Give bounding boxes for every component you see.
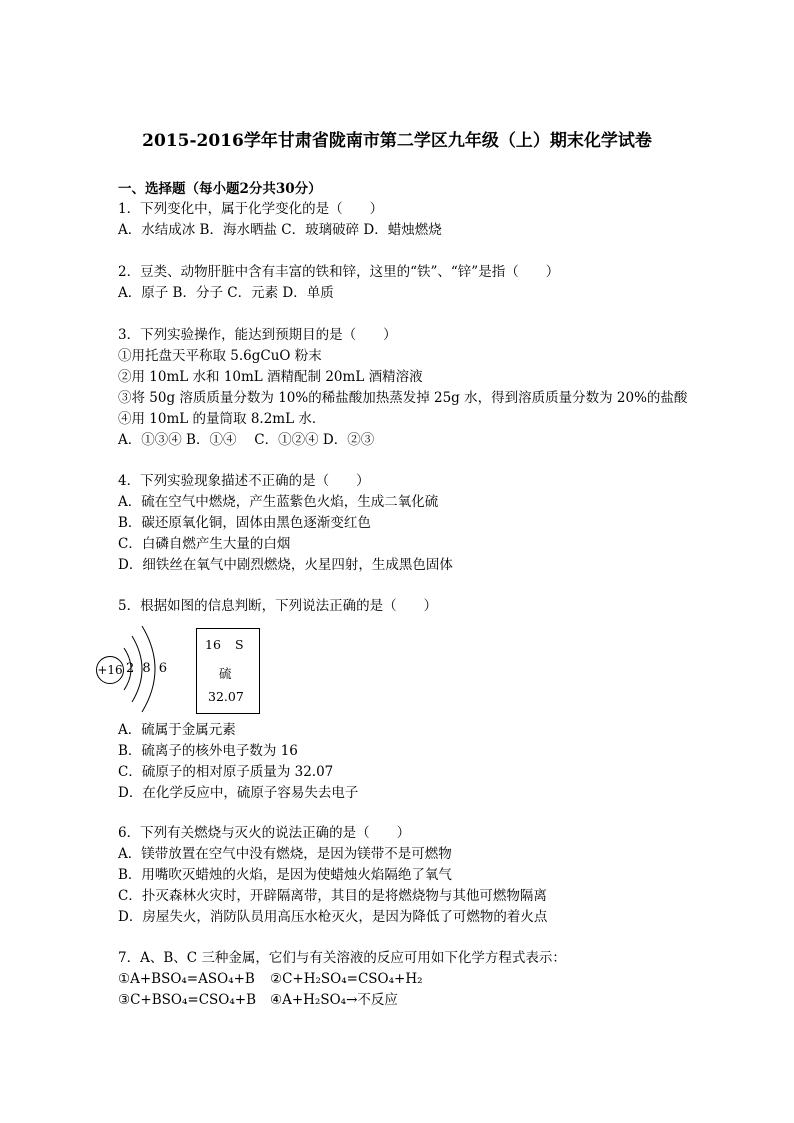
section-heading: 一、选择题（每小题2分共30分） — [118, 181, 322, 197]
equation: ④A+H₂SO₄→不反应 — [270, 992, 398, 1008]
question-2-stem: 2．豆类、动物肝脏中含有丰富的铁和锌，这里的“铁”、“锌”是指（ ） — [118, 264, 560, 280]
question-3-item: ②用 10mL 水和 10mL 酒精配制 20mL 酒精溶液 — [118, 369, 423, 385]
atomic-nucleus: +16 — [96, 656, 124, 684]
question-2-options: A．原子 B．分子 C．元素 D．单质 — [118, 285, 334, 301]
question-3-item: ③将 50g 溶质质量分数为 10%的稀盐酸加热蒸发掉 25g 水，得到溶质质量分数为 20%的盐酸 — [118, 390, 688, 406]
question-4-option: C．白磷自燃产生大量的白烟 — [118, 536, 291, 552]
question-5-stem: 5．根据如图的信息判断，下列说法正确的是（ ） — [118, 598, 438, 614]
question-4-stem: 4．下列实验现象描述不正确的是（ ） — [118, 473, 370, 489]
periodic-element-cell — [196, 628, 260, 714]
question-3-stem: 3．下列实验操作，能达到预期目的是（ ） — [118, 327, 397, 343]
question-6-option: D．房屋失火，消防队员用高压水枪灭火，是因为降低了可燃物的着火点 — [118, 909, 548, 925]
question-5-option: D．在化学反应中，硫原子容易失去电子 — [118, 785, 359, 801]
question-5-option: C．硫原子的相对原子质量为 32.07 — [118, 764, 334, 780]
question-3-item: ①用托盘天平称取 5.6gCuO 粉末 — [118, 348, 322, 364]
question-3-item: ④用 10mL 的量筒取 8.2mL 水． — [118, 411, 326, 427]
atomic-structure-diagram — [94, 620, 184, 720]
question-6-option: A．镁带放置在空气中没有燃烧，是因为镁带不是可燃物 — [118, 846, 452, 862]
electron-shell-counts: 2 8 6 — [126, 661, 170, 676]
question-4-option: A．硫在空气中燃烧，产生蓝紫色火焰，生成二氧化硫 — [118, 494, 439, 510]
question-4-option: B．碳还原氧化铜，固体由黑色逐渐变红色 — [118, 515, 371, 531]
element-symbol: S — [235, 637, 244, 652]
page-title: 2015-2016学年甘肃省陇南市第二学区九年级（上）期末化学试卷 — [142, 131, 652, 151]
question-3-options: A．①③④ B．①④ C．①②④ D．②③ — [118, 432, 375, 448]
question-6-option: B．用嘴吹灭蜡烛的火焰，是因为使蜡烛火焰隔绝了氧气 — [118, 867, 452, 883]
atomic-mass: 32.07 — [208, 689, 244, 704]
question-4-option: D．细铁丝在氧气中剧烈燃烧，火星四射，生成黑色固体 — [118, 557, 453, 573]
equation: ②C+H₂SO₄=CSO₄+H₂ — [270, 971, 423, 987]
question-5-option: A．硫属于金属元素 — [118, 722, 236, 738]
question-1-options: A．水结成冰 B．海水晒盐 C．玻璃破碎 D．蜡烛燃烧 — [118, 222, 442, 238]
question-5-option: B．硫离子的核外电子数为 16 — [118, 743, 298, 759]
question-6-option: C．扑灭森林火灾时，开辟隔离带，其目的是将燃烧物与其他可燃物隔离 — [118, 888, 547, 904]
equation: ③C+BSO₄=CSO₄+B — [118, 992, 256, 1008]
question-6-stem: 6．下列有关燃烧与灭火的说法正确的是（ ） — [118, 825, 411, 841]
equation: ①A+BSO₄=ASO₄+B — [118, 971, 255, 987]
question-1-stem: 1．下列变化中，属于化学变化的是（ ） — [118, 201, 384, 217]
element-name: 硫 — [219, 666, 232, 681]
atomic-number: 16 — [205, 637, 221, 652]
question-7-stem: 7．A、B、C 三种金属，它们与有关溶液的反应可用如下化学方程式表示： — [118, 950, 566, 966]
